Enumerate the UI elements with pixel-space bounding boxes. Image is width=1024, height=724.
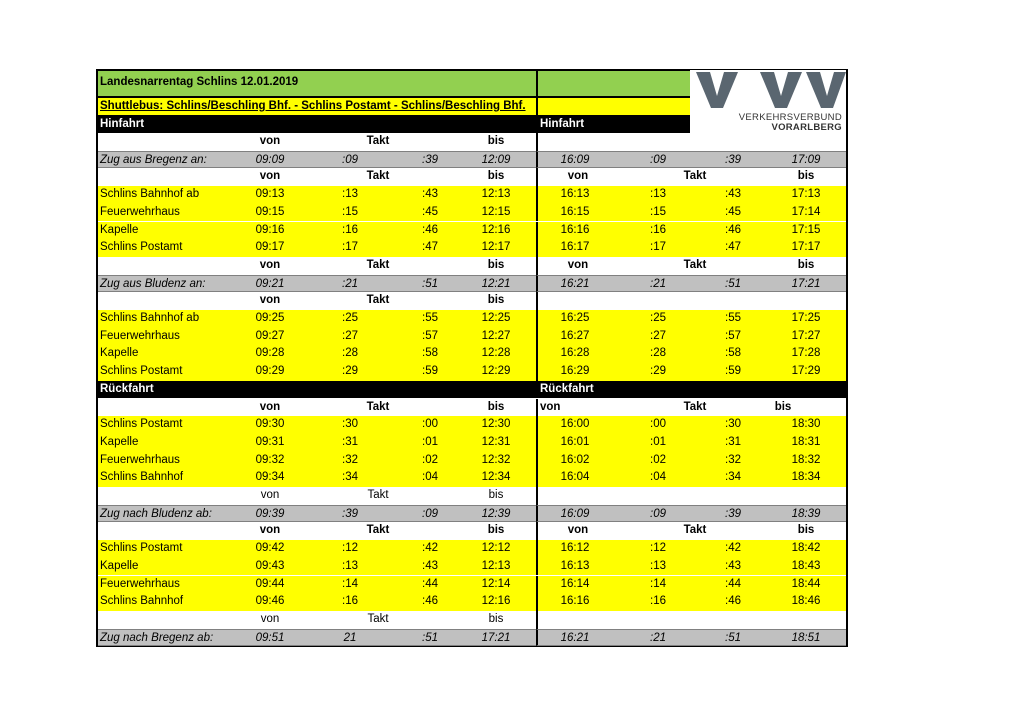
first-departure: 09:21 (255, 277, 285, 290)
von-label-right: von (540, 400, 561, 413)
takt-label: Takt (367, 612, 389, 625)
last-departure-right: 18:34 (791, 471, 821, 484)
last-departure: 12:29 (481, 365, 511, 378)
first-departure: 09:51 (255, 631, 285, 644)
takt-minute-b: :47 (422, 241, 438, 254)
first-departure-right: 16:12 (560, 542, 590, 555)
last-departure-right: 17:25 (791, 312, 821, 324)
takt-minute-b-right: :30 (725, 418, 741, 431)
takt-minute-b-right: :59 (725, 365, 741, 378)
von-label-right: von (567, 170, 589, 183)
takt-minute-b: :09 (422, 507, 438, 520)
stop-row (98, 345, 846, 363)
first-departure-right: 16:02 (560, 453, 590, 466)
takt-minute-a: :29 (342, 365, 358, 378)
takt-minute-b-right: :34 (725, 471, 741, 484)
von-label: von (260, 489, 280, 501)
last-departure: 12:34 (481, 471, 511, 484)
takt-minute-a-right: :17 (650, 241, 666, 254)
last-departure-right: 17:29 (791, 365, 821, 378)
stop-name: Kapelle (100, 435, 139, 448)
last-departure-right: 17:14 (791, 205, 821, 218)
first-departure-right: 16:00 (560, 418, 590, 431)
takt-minute-b-right: :32 (725, 453, 741, 466)
first-departure-right: 16:04 (560, 471, 590, 484)
takt-minute-a: :25 (342, 312, 358, 324)
takt-label: Takt (366, 400, 390, 413)
takt-minute-a-right: :04 (650, 471, 666, 484)
last-departure-right: 18:39 (791, 507, 821, 520)
bis-label: bis (488, 489, 504, 501)
train-label: Zug nach Bregenz ab: (100, 631, 214, 644)
first-departure: 09:17 (255, 241, 285, 254)
bis-label-right: bis (797, 170, 815, 183)
first-departure-right: 16:17 (560, 241, 590, 254)
takt-minute-b-right: :45 (725, 205, 741, 218)
last-departure: 12:09 (481, 153, 511, 166)
stop-row (98, 434, 846, 452)
stop-name: Schlins Postamt (100, 418, 183, 431)
stop-row (98, 469, 846, 487)
takt-minute-b: :59 (422, 365, 438, 378)
vvv-logo-mark (690, 70, 846, 110)
takt-minute-a-right: :15 (650, 205, 666, 218)
section-label-right: Rückfahrt (540, 382, 594, 395)
takt-minute-a: :09 (342, 153, 358, 166)
page-title: Landesnarrentag Schlins 12.01.2019 (100, 76, 299, 88)
column-header-row (98, 168, 846, 186)
stop-row (98, 452, 846, 470)
section-row (98, 381, 846, 399)
last-departure-right: 18:31 (791, 435, 821, 448)
stop-row (98, 363, 846, 381)
bis-label: bis (487, 524, 505, 537)
stop-name: Schlins Bahnhof (100, 471, 184, 484)
takt-minute-b-right: :39 (725, 507, 741, 520)
takt-minute-a-right: :00 (650, 418, 666, 431)
train-label: Zug nach Bludenz ab: (100, 507, 212, 520)
last-departure: 12:17 (481, 241, 511, 254)
takt-minute-b-right: :47 (725, 241, 741, 254)
first-departure: 09:15 (255, 205, 285, 218)
train-row (98, 151, 846, 169)
bis-label-right: bis (797, 258, 815, 271)
first-departure-right: 16:16 (560, 595, 590, 608)
takt-minute-a-right: :21 (650, 631, 666, 644)
first-departure: 09:42 (255, 542, 285, 555)
takt-minute-a-right: :25 (650, 312, 666, 324)
bis-label-right: bis (774, 400, 792, 413)
takt-minute-b: :04 (422, 471, 438, 484)
stop-row (98, 328, 846, 346)
takt-minute-b: :55 (422, 312, 438, 324)
stop-name: Kapelle (100, 347, 139, 360)
stop-row (98, 310, 846, 328)
takt-minute-b: :57 (422, 329, 438, 342)
takt-minute-b: :43 (422, 559, 438, 572)
stop-name: Kapelle (100, 223, 139, 236)
last-departure-right: 17:27 (791, 329, 821, 342)
takt-minute-a-right: :27 (650, 329, 666, 342)
first-departure-right: 16:13 (560, 188, 590, 201)
takt-minute-b-right: :42 (725, 542, 741, 555)
column-header-row (98, 611, 846, 629)
first-departure: 09:43 (255, 559, 285, 572)
section-label: Rückfahrt (100, 382, 154, 395)
first-departure: 09:25 (255, 312, 285, 324)
last-departure-right: 18:46 (791, 595, 821, 608)
von-label: von (259, 258, 281, 271)
stop-name: Feuerwehrhaus (100, 205, 180, 218)
first-departure-right: 16:09 (560, 153, 590, 166)
first-departure-right: 16:21 (560, 277, 590, 290)
stop-name: Schlins Postamt (100, 241, 183, 254)
first-departure-right: 16:01 (560, 435, 590, 448)
stop-row (98, 576, 846, 594)
bis-label: bis (487, 258, 505, 271)
train-row (98, 505, 846, 523)
takt-minute-b-right: :43 (725, 188, 741, 201)
first-departure: 09:09 (255, 153, 285, 166)
first-departure: 09:13 (255, 188, 285, 201)
first-departure-right: 16:15 (560, 205, 590, 218)
takt-minute-b: :00 (422, 418, 438, 431)
takt-minute-a: 21 (343, 631, 357, 644)
first-departure: 09:39 (255, 507, 285, 520)
takt-minute-a: :12 (342, 542, 358, 555)
stop-row (98, 558, 846, 576)
vvv-logo (690, 70, 846, 134)
stop-row (98, 222, 846, 240)
bis-label: bis (487, 400, 505, 413)
takt-minute-b-right: :55 (725, 312, 741, 324)
last-departure: 12:39 (481, 507, 511, 520)
stop-name: Feuerwehrhaus (100, 329, 180, 342)
takt-minute-a-right: :28 (650, 347, 666, 360)
bis-label: bis (487, 170, 505, 183)
von-label: von (259, 294, 281, 307)
train-label: Zug aus Bludenz an: (100, 277, 206, 290)
first-departure-right: 16:29 (560, 365, 590, 378)
takt-minute-b: :43 (422, 188, 438, 201)
takt-label-right: Takt (683, 170, 707, 183)
takt-minute-b: :42 (422, 542, 438, 555)
takt-minute-b-right: :46 (725, 223, 741, 236)
takt-minute-a: :30 (342, 418, 358, 431)
takt-minute-a: :13 (342, 559, 358, 572)
last-departure: 12:21 (481, 277, 511, 290)
train-row (98, 275, 846, 293)
von-label: von (259, 170, 281, 183)
takt-minute-a-right: :09 (650, 153, 666, 166)
takt-minute-a-right: :21 (650, 277, 666, 290)
last-departure-right: 18:43 (791, 559, 821, 572)
takt-minute-a-right: :01 (650, 435, 666, 448)
takt-label: Takt (366, 294, 390, 307)
stop-row (98, 593, 846, 611)
takt-minute-b-right: :44 (725, 577, 741, 590)
last-departure: 12:31 (481, 435, 511, 448)
takt-minute-a-right: :13 (650, 188, 666, 201)
first-departure-right: 16:14 (560, 577, 590, 590)
stop-name: Schlins Bahnhof (100, 595, 184, 608)
first-departure: 09:46 (255, 595, 285, 608)
first-departure: 09:27 (255, 329, 285, 342)
first-departure: 09:16 (255, 223, 285, 236)
takt-minute-a: :21 (342, 277, 358, 290)
last-departure: 12:27 (481, 329, 511, 342)
first-departure-right: 16:25 (560, 312, 590, 324)
bis-label-right: bis (797, 524, 815, 537)
takt-label-right: Takt (683, 258, 707, 271)
stop-name: Feuerwehrhaus (100, 453, 180, 466)
first-departure: 09:32 (255, 453, 285, 466)
takt-minute-a: :32 (342, 453, 358, 466)
train-label: Zug aus Bregenz an: (100, 153, 207, 166)
takt-minute-a: :28 (342, 347, 358, 360)
column-header-row (98, 399, 846, 417)
takt-minute-a: :34 (342, 471, 358, 484)
last-departure-right: 17:17 (791, 241, 821, 254)
bis-label: bis (487, 294, 505, 307)
logo-line1: VERKEHRSVERBUND (738, 112, 842, 123)
takt-minute-a: :15 (342, 205, 358, 218)
last-departure: 12:13 (481, 559, 511, 572)
takt-label: Takt (366, 170, 390, 183)
bis-label: bis (487, 135, 505, 147)
takt-minute-b: :45 (422, 205, 438, 218)
last-departure: 12:32 (481, 453, 511, 466)
first-departure-right: 16:09 (560, 507, 590, 520)
takt-minute-a-right: :12 (650, 542, 666, 555)
timetable (96, 69, 848, 647)
last-departure-right: 17:21 (791, 277, 821, 290)
takt-minute-b: :58 (422, 347, 438, 360)
last-departure: 12:28 (481, 347, 511, 360)
last-departure-right: 17:28 (791, 347, 821, 360)
bis-label: bis (488, 612, 504, 625)
takt-minute-a-right: :13 (650, 559, 666, 572)
last-departure-right: 18:32 (791, 453, 821, 466)
takt-minute-b: :44 (422, 577, 438, 590)
takt-minute-b-right: :31 (725, 435, 741, 448)
first-departure: 09:28 (255, 347, 285, 360)
takt-minute-b: :02 (422, 453, 438, 466)
takt-minute-b-right: :51 (725, 277, 741, 290)
last-departure: 12:13 (481, 188, 511, 201)
takt-minute-a: :31 (342, 435, 358, 448)
first-departure-right: 16:16 (560, 223, 590, 236)
stop-row (98, 416, 846, 434)
last-departure-right: 18:44 (791, 577, 821, 590)
takt-minute-b-right: :39 (725, 153, 741, 166)
takt-minute-a: :17 (342, 241, 358, 254)
takt-minute-b: :39 (422, 153, 438, 166)
takt-minute-a: :16 (342, 595, 358, 608)
stop-row (98, 204, 846, 222)
takt-minute-b: :46 (422, 223, 438, 236)
takt-minute-b-right: :43 (725, 559, 741, 572)
last-departure-right: 18:42 (791, 542, 821, 555)
last-departure: 12:14 (481, 577, 511, 590)
takt-label-right: Takt (683, 400, 707, 413)
column-header-row (98, 522, 846, 540)
takt-minute-b: :51 (422, 631, 438, 644)
von-label: von (259, 524, 281, 537)
takt-minute-b: :01 (422, 435, 438, 448)
stop-name: Schlins Bahnhof ab (100, 312, 200, 324)
last-departure-right: 18:51 (791, 631, 821, 644)
last-departure: 12:16 (481, 595, 511, 608)
first-departure-right: 16:13 (560, 559, 590, 572)
von-label: von (260, 612, 280, 625)
last-departure: 12:25 (481, 312, 511, 324)
stop-name: Schlins Bahnhof ab (100, 188, 200, 201)
hinfahrt-label: Hinfahrt (100, 118, 145, 130)
hinfahrt-label-right: Hinfahrt (540, 118, 585, 130)
takt-minute-a-right: :29 (650, 365, 666, 378)
takt-minute-b-right: :46 (725, 595, 741, 608)
takt-minute-b: :46 (422, 595, 438, 608)
takt-minute-a: :39 (342, 507, 358, 520)
stop-row (98, 239, 846, 257)
stop-name: Schlins Postamt (100, 365, 183, 378)
first-departure: 09:44 (255, 577, 285, 590)
von-label-right: von (567, 258, 589, 271)
stop-row (98, 540, 846, 558)
last-departure: 12:16 (481, 223, 511, 236)
subtitle: Shuttlebus: Schlins/Beschling Bhf. - Schlins Postamt - Schlins/Beschling Bhf. (100, 100, 526, 112)
takt-minute-a-right: :14 (650, 577, 666, 590)
stop-name: Kapelle (100, 559, 139, 572)
last-departure: 12:12 (481, 542, 511, 555)
takt-minute-b-right: :57 (725, 329, 741, 342)
last-departure: 12:30 (481, 418, 511, 431)
takt-minute-a: :16 (342, 223, 358, 236)
last-departure: 17:21 (481, 631, 511, 644)
first-departure: 09:29 (255, 365, 285, 378)
column-header-row (98, 133, 846, 151)
first-departure-right: 16:27 (560, 329, 590, 342)
stop-name: Schlins Postamt (100, 542, 183, 555)
column-header-row (98, 257, 846, 275)
takt-minute-a: :13 (342, 188, 358, 201)
stop-row (98, 186, 846, 204)
last-departure-right: 17:09 (791, 153, 821, 166)
first-departure: 09:34 (255, 471, 285, 484)
takt-minute-a-right: :16 (650, 595, 666, 608)
von-label: von (259, 400, 281, 413)
takt-label: Takt (366, 524, 390, 537)
takt-minute-a-right: :02 (650, 453, 666, 466)
last-departure: 12:15 (481, 205, 511, 218)
last-departure-right: 17:15 (791, 223, 821, 236)
last-departure-right: 17:13 (791, 188, 821, 201)
takt-minute-b-right: :51 (725, 631, 741, 644)
logo-line2: VORARLBERG (771, 122, 842, 133)
column-header-row (98, 487, 846, 505)
first-departure: 09:31 (255, 435, 285, 448)
von-label-right: von (567, 524, 589, 537)
takt-minute-a-right: :16 (650, 223, 666, 236)
takt-label: Takt (366, 258, 390, 271)
train-row (98, 629, 846, 647)
first-departure-right: 16:21 (560, 631, 590, 644)
takt-minute-a: :14 (342, 577, 358, 590)
column-header-row (98, 292, 846, 310)
takt-minute-b: :51 (422, 277, 438, 290)
takt-label-right: Takt (683, 524, 707, 537)
von-label: von (259, 135, 281, 147)
stop-name: Feuerwehrhaus (100, 577, 180, 590)
takt-minute-b-right: :58 (725, 347, 741, 360)
takt-label: Takt (366, 135, 390, 147)
first-departure: 09:30 (255, 418, 285, 431)
takt-minute-a-right: :09 (650, 507, 666, 520)
first-departure-right: 16:28 (560, 347, 590, 360)
takt-label: Takt (367, 489, 389, 501)
last-departure-right: 18:30 (791, 418, 821, 431)
takt-minute-a: :27 (342, 329, 358, 342)
